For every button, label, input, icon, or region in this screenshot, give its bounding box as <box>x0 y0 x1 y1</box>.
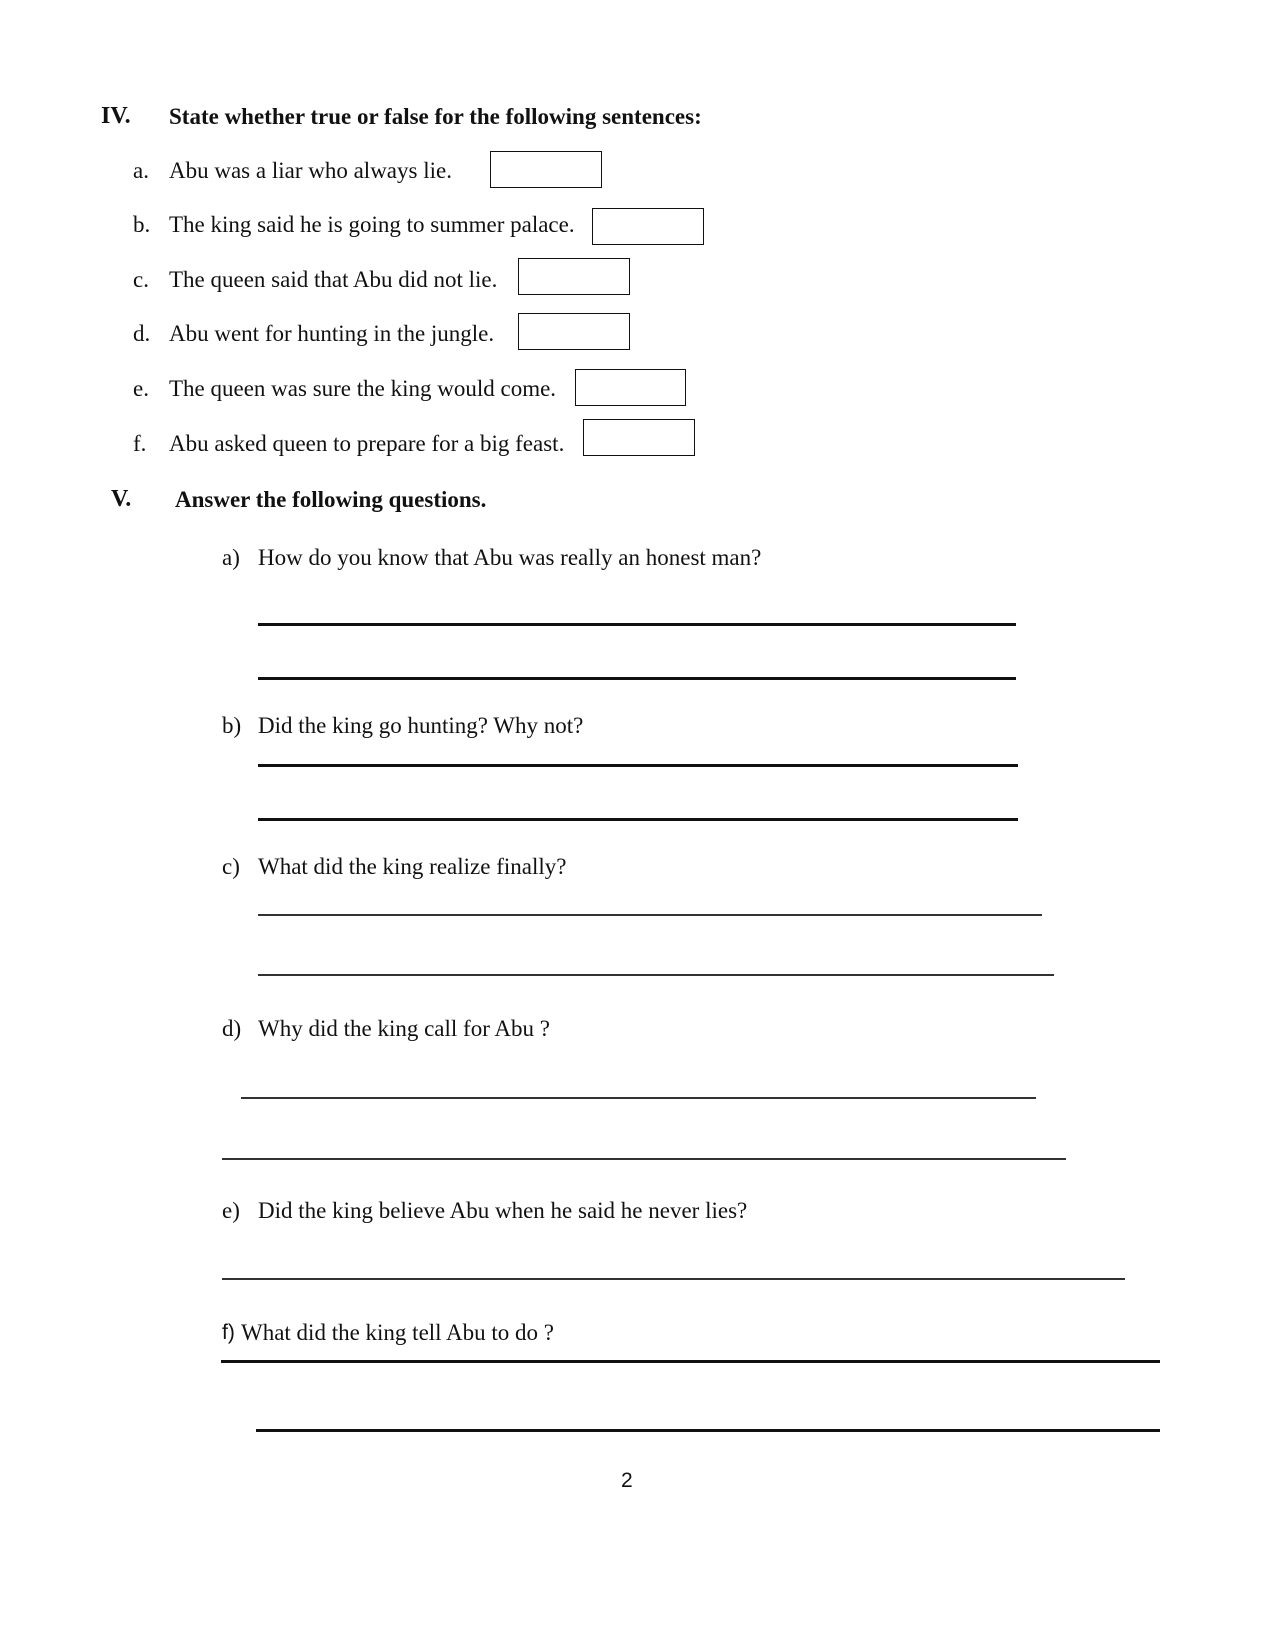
answer-line[interactable] <box>256 1429 1160 1432</box>
question-text: Did the king believe Abu when he said he never lies? <box>258 1198 748 1223</box>
tf-item-letter: b. <box>133 212 151 237</box>
question-label: f) <box>222 1321 235 1344</box>
question-text: How do you know that Abu was really an honest man? <box>258 545 762 570</box>
tf-answer-box[interactable] <box>518 313 630 350</box>
tf-answer-box[interactable] <box>583 419 695 456</box>
question-label: d) <box>222 1016 242 1041</box>
answer-line[interactable] <box>258 914 1042 916</box>
answer-line[interactable] <box>258 974 1054 976</box>
answer-line[interactable] <box>258 677 1016 680</box>
section-v-title: Answer the following questions. <box>175 487 487 512</box>
answer-line[interactable] <box>258 623 1016 626</box>
question-text: Why did the king call for Abu ? <box>258 1016 550 1041</box>
tf-item-text: Abu asked queen to prepare for a big feast. <box>169 431 565 456</box>
answer-line[interactable] <box>222 1278 1125 1280</box>
answer-line[interactable] <box>258 818 1018 821</box>
question-text: What did the king realize finally? <box>258 854 567 879</box>
section-iv-title: State whether true or false for the following sentences: <box>169 104 702 129</box>
tf-item-text: The queen said that Abu did not lie. <box>169 267 498 292</box>
question-label: b) <box>222 713 242 738</box>
tf-item-letter: d. <box>133 321 151 346</box>
answer-line[interactable] <box>258 764 1018 767</box>
answer-line[interactable] <box>221 1360 1160 1363</box>
page-number: 2 <box>621 1469 633 1492</box>
tf-item-letter: c. <box>133 267 149 292</box>
tf-answer-box[interactable] <box>575 369 686 406</box>
section-iv-number: IV. <box>101 103 131 129</box>
question-label: c) <box>222 854 240 879</box>
answer-line[interactable] <box>241 1097 1036 1099</box>
section-v-number: V. <box>111 486 132 512</box>
question-label: a) <box>222 545 240 570</box>
tf-answer-box[interactable] <box>518 258 630 295</box>
tf-answer-box[interactable] <box>592 208 704 245</box>
tf-item-letter: a. <box>133 158 149 183</box>
tf-item-letter: f. <box>133 431 147 456</box>
tf-item-text: The queen was sure the king would come. <box>169 376 557 401</box>
tf-item-text: Abu was a liar who always lie. <box>169 158 452 183</box>
tf-answer-box[interactable] <box>490 151 602 188</box>
tf-item-letter: e. <box>133 376 149 401</box>
answer-line[interactable] <box>222 1158 1066 1160</box>
question-text: What did the king tell Abu to do ? <box>241 1320 555 1345</box>
question-label: e) <box>222 1198 240 1223</box>
tf-item-text: The king said he is going to summer palace. <box>169 212 575 237</box>
tf-item-text: Abu went for hunting in the jungle. <box>169 321 495 346</box>
question-text: Did the king go hunting? Why not? <box>258 713 584 738</box>
